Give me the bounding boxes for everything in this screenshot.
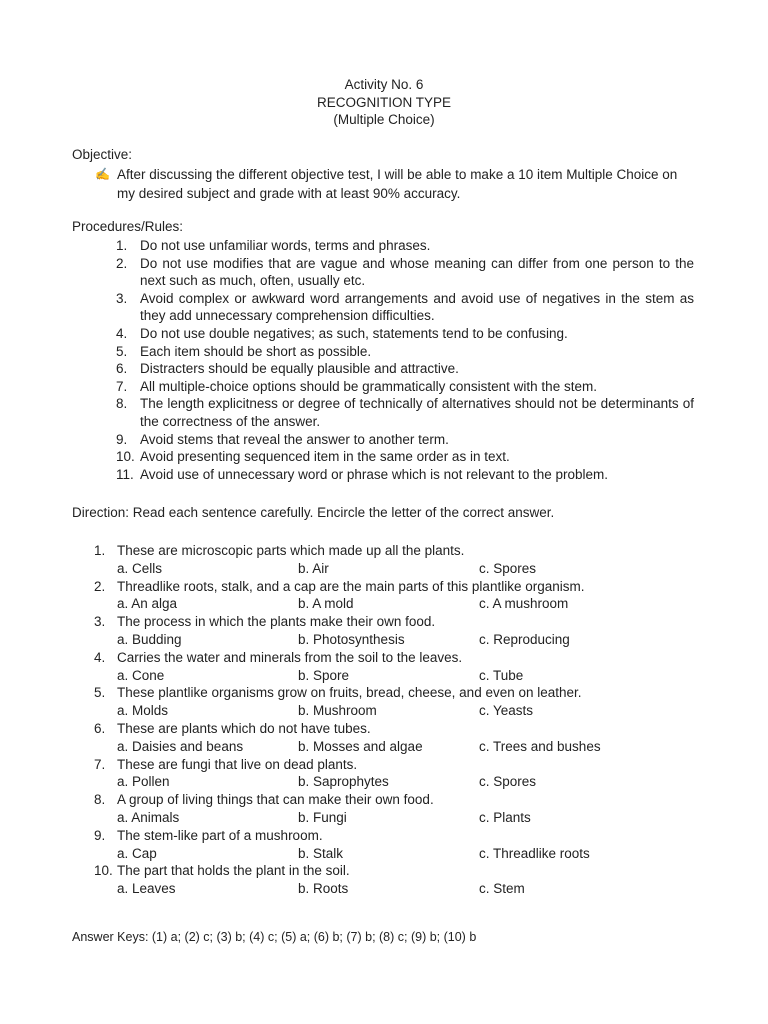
question-number: 10. [94, 863, 113, 879]
question-text: The stem-like part of a mushroom. [117, 827, 323, 843]
rule-number: 3. [116, 290, 128, 306]
question-number: 5. [94, 685, 106, 701]
option-c: c. Stem [479, 881, 525, 897]
option-b: b. Spore [298, 667, 350, 683]
question-text: A group of living things that can make their own food. [117, 792, 434, 808]
options-row [94, 631, 714, 649]
option-a: a. Pollen [117, 774, 170, 790]
question-number: 3. [94, 614, 106, 630]
option-a: a. An alga [117, 596, 178, 612]
options-row [94, 595, 714, 613]
rule-item [116, 378, 694, 396]
question-number: 4. [94, 649, 106, 665]
options-row [94, 845, 714, 863]
option-a: a. Cells [117, 560, 163, 576]
question-text: The process in which the plants make their own food. [117, 614, 436, 630]
rule-text: Do not use double negatives; as such, statements tend to be confusing. [140, 325, 568, 341]
rules-list [116, 237, 694, 483]
question-text: The part that holds the plant in the soil. [117, 863, 350, 879]
question-row [94, 578, 714, 596]
option-b: b. Fungi [298, 809, 347, 825]
question-row [94, 720, 714, 738]
rule-item [116, 431, 694, 449]
question-row [94, 827, 714, 845]
option-a: a. Cone [117, 667, 165, 683]
rule-text: Do not use modifies that are vague and whose meaning can differ from one person to the next such as much, often, usually etc. [140, 255, 694, 289]
options-row [94, 702, 714, 720]
option-c: c. Reproducing [479, 631, 570, 647]
options-row [94, 667, 714, 685]
question-number: 8. [94, 792, 106, 808]
rule-text: Avoid use of unnecessary word or phrase which is not relevant to the problem. [140, 466, 609, 482]
title-block [0, 76, 768, 129]
option-c: c. Threadlike roots [479, 845, 590, 861]
option-c: c. Tube [479, 667, 524, 683]
rule-item [116, 255, 694, 290]
options-row [94, 880, 714, 898]
option-c: c. Trees and bushes [479, 738, 601, 754]
options-row [94, 560, 714, 578]
option-b: b. Air [298, 560, 329, 576]
objective-text: After discussing the different objective test, I will be able to make a 10 item Multiple Choice on my desired subject and grade with at least 90% accuracy. [117, 167, 678, 201]
option-b: b. A mold [298, 596, 354, 612]
question-text: Threadlike roots, stalk, and a cap are the main parts of this plantlike organism. [117, 578, 585, 594]
question-number: 7. [94, 756, 106, 772]
question-text: These plantlike organisms grow on fruits, bread, cheese, and even on leather. [117, 685, 582, 701]
activity-title: Activity No. 6 [344, 77, 424, 92]
recognition-type-heading: RECOGNITION TYPE [316, 94, 452, 110]
option-a: a. Cap [117, 845, 157, 861]
rule-number: 11. [116, 466, 134, 482]
question-row [94, 649, 714, 667]
options-row [94, 773, 714, 791]
option-a: a. Animals [117, 809, 180, 825]
question-number: 1. [94, 543, 106, 558]
rule-number: 2. [116, 255, 128, 271]
rule-item [116, 360, 694, 378]
option-a: a. Daisies and beans [117, 738, 244, 754]
rule-number: 6. [116, 361, 128, 377]
option-b: b. Mosses and algae [298, 738, 423, 754]
question-row [94, 542, 714, 560]
question-number: 9. [94, 827, 106, 843]
rules-label: Procedures/Rules: [72, 219, 184, 234]
answer-keys: Answer Keys: (1) a; (2) c; (3) b; (4) c; (5) a; (6) b; (7) b; (8) c; (9) b; (10) b [72, 930, 477, 944]
question-text: These are microscopic parts which made up all the plants. [117, 543, 465, 558]
option-a: a. Leaves [117, 881, 176, 897]
direction-text: Direction: Read each sentence carefully. Encircle the letter of the correct answer. [72, 505, 555, 520]
options-row [94, 809, 714, 827]
option-b: b. Saprophytes [298, 774, 389, 790]
rule-text: All multiple-choice options should be grammatically consistent with the stem. [140, 378, 597, 394]
rule-number: 4. [116, 325, 128, 341]
rule-text: Distracters should be equally plausible and attractive. [140, 361, 459, 377]
rule-item [116, 466, 694, 484]
question-row [94, 862, 714, 880]
rule-item [116, 343, 694, 361]
question-number: 6. [94, 720, 106, 736]
option-c: c. Plants [479, 809, 531, 825]
option-c: c. Yeasts [479, 703, 534, 719]
option-b: b. Stalk [298, 845, 344, 861]
rule-item [116, 325, 694, 343]
option-a: a. Budding [117, 631, 182, 647]
multiple-choice-subheading: (Multiple Choice) [333, 112, 435, 127]
option-b: b. Photosynthesis [298, 631, 405, 647]
rule-number: 10. [116, 449, 135, 465]
question-text: These are plants which do not have tubes. [117, 720, 371, 736]
rule-number: 5. [116, 343, 128, 359]
question-row [94, 613, 714, 631]
quiz-list [94, 542, 714, 898]
rule-item [116, 237, 694, 255]
question-text: These are fungi that live on dead plants. [117, 756, 358, 772]
objective-item [95, 165, 695, 203]
rule-number: 9. [116, 431, 128, 447]
rule-text: Avoid presenting sequenced item in the same order as in text. [140, 449, 510, 465]
objective-label: Objective: [72, 147, 133, 162]
rule-number: 7. [116, 378, 128, 394]
question-row [94, 791, 714, 809]
rule-number: 8. [116, 396, 128, 412]
option-b: b. Roots [298, 881, 349, 897]
writing-hand-icon: ✍ [95, 167, 110, 181]
rule-text: Do not use unfamiliar words, terms and phrases. [140, 238, 431, 253]
option-c: c. A mushroom [479, 596, 569, 612]
rule-item [116, 290, 694, 325]
question-number: 2. [94, 578, 106, 594]
option-c: c. Spores [479, 560, 537, 576]
rule-text: The length explicitness or degree of technically of alternatives should not be determinants of the correctness of the answer. [140, 396, 694, 429]
option-b: b. Mushroom [298, 703, 377, 719]
rule-item [116, 395, 694, 430]
option-a: a. Molds [117, 703, 169, 719]
question-row [94, 684, 714, 702]
question-text: Carries the water and minerals from the soil to the leaves. [117, 649, 463, 665]
question-row [94, 756, 714, 774]
options-row [94, 738, 714, 756]
rule-text: Avoid complex or awkward word arrangements and avoid use of negatives in the stem as they add unnecessary comprehension difficulties. [140, 290, 694, 324]
rule-item [116, 448, 694, 466]
rule-text: Avoid stems that reveal the answer to another term. [140, 431, 449, 447]
option-c: c. Spores [479, 774, 537, 790]
rule-text: Each item should be short as possible. [140, 343, 372, 359]
rule-number: 1. [116, 238, 128, 253]
